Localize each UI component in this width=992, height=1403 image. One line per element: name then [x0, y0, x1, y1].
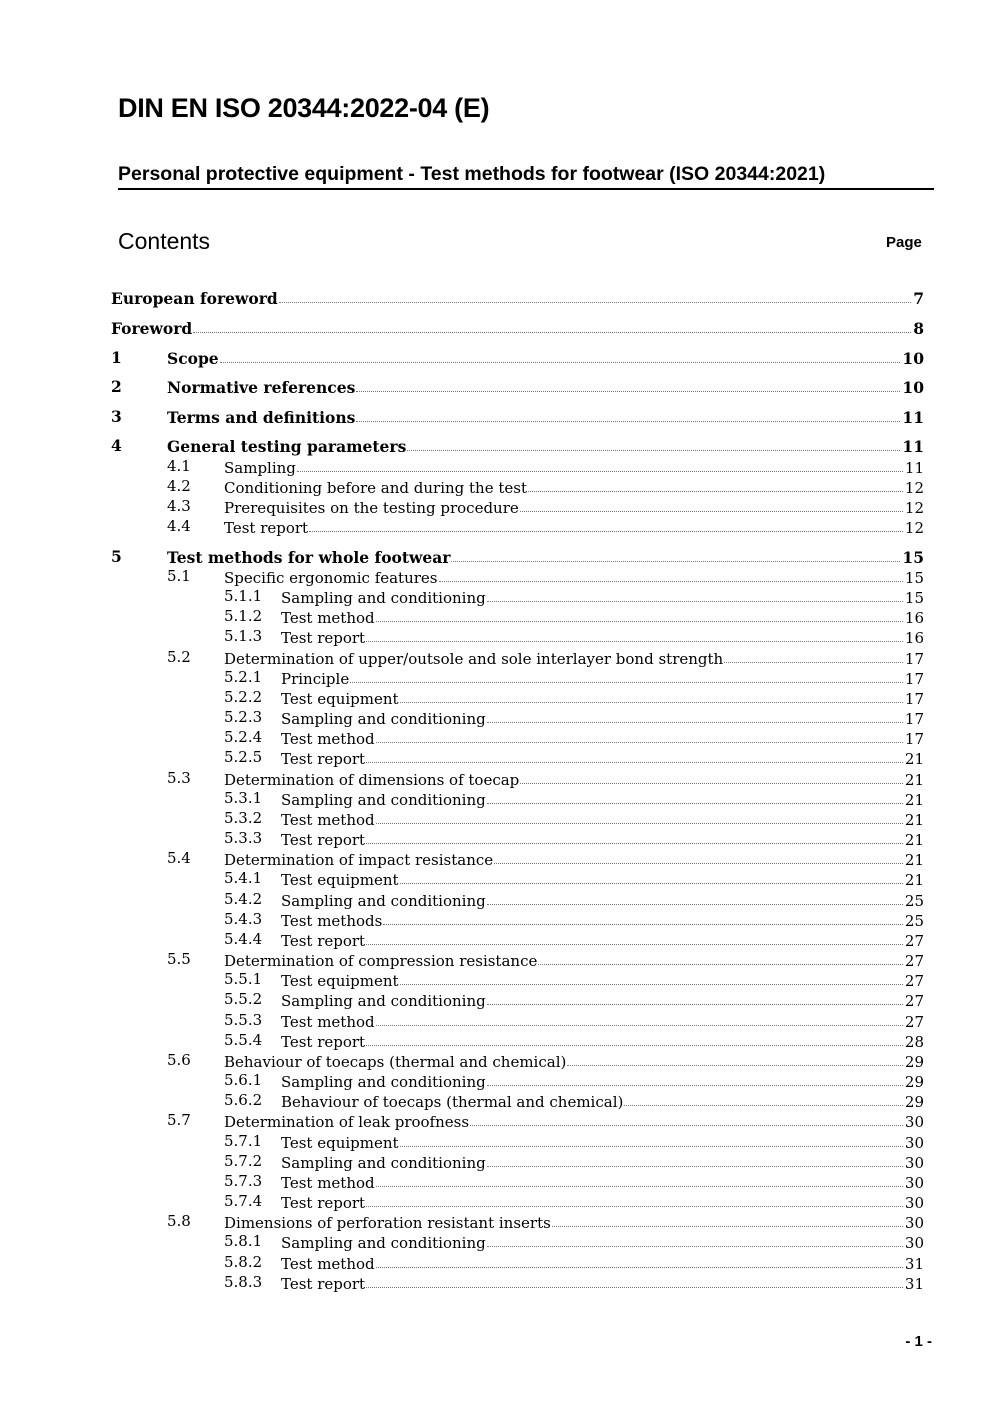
toc-entry[interactable] — [224, 990, 924, 1010]
toc-leader-dots — [376, 621, 903, 622]
toc-leader-dots — [193, 332, 911, 333]
toc-entry-title: Specific ergonomic features — [224, 569, 438, 587]
toc-entry-number: 5.3.3 — [224, 829, 263, 847]
toc-entry[interactable] — [224, 1273, 924, 1293]
toc-entry-page: 15 — [902, 548, 924, 567]
toc-entry-page: 8 — [913, 319, 924, 338]
toc-entry-number: 5.7.3 — [224, 1172, 263, 1190]
toc-entry-title: Test method — [281, 609, 375, 627]
toc-entry-page: 28 — [904, 1033, 924, 1051]
toc-entry-number: 5.3.2 — [224, 809, 263, 827]
toc-leader-dots — [376, 823, 903, 824]
toc-leader-dots — [309, 531, 903, 532]
toc-leader-dots — [297, 471, 903, 472]
toc-entry-title: Test report — [281, 831, 366, 849]
toc-entry-number: 1 — [111, 348, 122, 367]
toc-entry[interactable] — [111, 436, 924, 456]
toc-entry-number: 2 — [111, 377, 122, 396]
toc-entry-number: 5.7 — [167, 1111, 191, 1129]
toc-entry-page: 17 — [904, 690, 924, 708]
toc-leader-dots — [451, 561, 900, 562]
toc-leader-dots — [366, 944, 903, 945]
toc-entry[interactable] — [224, 970, 924, 990]
toc-entry-number: 5.5 — [167, 950, 191, 968]
toc-entry[interactable] — [167, 648, 924, 668]
toc-entry[interactable] — [167, 567, 924, 587]
document-id: DIN EN ISO 20344:2022-04 (E) — [118, 93, 490, 123]
toc-entry[interactable] — [167, 1212, 924, 1232]
toc-entry-title: Sampling and conditioning — [281, 710, 486, 728]
toc-entry-title: Test report — [281, 932, 366, 950]
toc-entry-title: Behaviour of toecaps (thermal and chemical) — [224, 1053, 567, 1071]
toc-entry-page: 25 — [904, 892, 924, 910]
toc-entry-number: 4 — [111, 436, 122, 455]
toc-entry-number: 5.2.4 — [224, 728, 263, 746]
toc-entry[interactable] — [224, 587, 924, 607]
toc-entry-title: Test report — [281, 1194, 366, 1212]
toc-entry[interactable] — [111, 407, 924, 427]
toc-entry-number: 5.6.1 — [224, 1071, 263, 1089]
toc-entry-number: 5.2.1 — [224, 668, 263, 686]
toc-entry-page: 30 — [904, 1113, 924, 1131]
toc-entry-title: Sampling and conditioning — [281, 892, 486, 910]
toc-entry-number: 5.7.4 — [224, 1192, 263, 1210]
toc-leader-dots — [538, 964, 903, 965]
toc-entry[interactable] — [224, 688, 924, 708]
toc-entry-number: 5 — [111, 547, 122, 566]
toc-leader-dots — [487, 722, 903, 723]
toc-entry[interactable] — [224, 1152, 924, 1172]
toc-leader-dots — [487, 601, 903, 602]
toc-entry-title: Test report — [281, 629, 366, 647]
toc-entry-number: 5.2.3 — [224, 708, 263, 726]
toc-leader-dots — [487, 1166, 903, 1167]
toc-entry-number: 5.2.5 — [224, 748, 263, 766]
toc-entry-number: 5.4.3 — [224, 910, 263, 928]
toc-entry-page: 17 — [904, 710, 924, 728]
toc-entry-page: 16 — [904, 629, 924, 647]
toc-entry-page: 12 — [904, 499, 924, 517]
toc-leader-dots — [366, 1206, 903, 1207]
toc-leader-dots — [407, 450, 900, 451]
toc-entry-number: 5.8.1 — [224, 1232, 263, 1250]
toc-entry-title: Sampling and conditioning — [281, 992, 486, 1010]
toc-leader-dots — [366, 1045, 903, 1046]
toc-leader-dots — [279, 302, 911, 303]
toc-entry[interactable] — [224, 627, 924, 647]
contents-heading: Contents — [118, 228, 211, 254]
toc-entry-title: Determination of compression resistance — [224, 952, 538, 970]
toc-entry-number: 5.2 — [167, 648, 191, 666]
toc-entry[interactable] — [167, 950, 924, 970]
toc-leader-dots — [487, 803, 903, 804]
toc-entry-page: 27 — [904, 1013, 924, 1031]
toc-entry[interactable] — [167, 1111, 924, 1131]
toc-entry-title: Sampling and conditioning — [281, 1154, 486, 1172]
toc-entry-page: 29 — [904, 1053, 924, 1071]
toc-entry-title: General testing parameters — [167, 437, 407, 456]
toc-entry-number: 3 — [111, 407, 122, 426]
toc-entry-number: 5.6.2 — [224, 1091, 263, 1109]
toc-entry-number: 5.1.2 — [224, 607, 263, 625]
toc-leader-dots — [567, 1065, 903, 1066]
toc-entry-number: 5.5.4 — [224, 1031, 263, 1049]
toc-entry-number: 5.1.1 — [224, 587, 263, 605]
toc-entry-title: Principle — [281, 670, 350, 688]
toc-leader-dots — [520, 511, 903, 512]
toc-entry-title: Test method — [281, 811, 375, 829]
toc-entry-page: 10 — [902, 378, 924, 397]
toc-entry[interactable] — [111, 348, 924, 368]
toc-leader-dots — [376, 742, 903, 743]
toc-leader-dots — [400, 883, 903, 884]
toc-leader-dots — [366, 1287, 903, 1288]
toc-entry-title: Determination of upper/outsole and sole interlayer bond strength — [224, 650, 724, 668]
toc-entry-title: Scope — [167, 349, 219, 368]
toc-entry[interactable] — [167, 497, 924, 517]
toc-entry-title: Behaviour of toecaps (thermal and chemical) — [281, 1093, 624, 1111]
toc-entry[interactable] — [111, 547, 924, 567]
toc-entry-title: Test equipment — [281, 871, 399, 889]
toc-entry-page: 27 — [904, 952, 924, 970]
toc-entry[interactable] — [224, 668, 924, 688]
toc-entry-page: 12 — [904, 519, 924, 537]
toc-entry-title: Prerequisites on the testing procedure — [224, 499, 519, 517]
toc-entry-page: 17 — [904, 670, 924, 688]
toc-entry-title: Normative references — [167, 378, 356, 397]
toc-entry[interactable] — [224, 1011, 924, 1031]
toc-entry-number: 5.3.1 — [224, 789, 263, 807]
toc-entry[interactable] — [224, 1031, 924, 1051]
toc-entry-number: 5.4.1 — [224, 869, 263, 887]
toc-entry-page: 11 — [902, 437, 924, 456]
toc-entry-title: Test report — [281, 1275, 366, 1293]
toc-entry[interactable] — [224, 1071, 924, 1091]
toc-leader-dots — [520, 783, 903, 784]
toc-entry-page: 31 — [904, 1275, 924, 1293]
toc-leader-dots — [552, 1226, 903, 1227]
toc-entry-page: 11 — [904, 459, 924, 477]
toc-entry-title: Test equipment — [281, 690, 399, 708]
toc-entry[interactable] — [224, 910, 924, 930]
toc-entry-page: 11 — [902, 408, 924, 427]
toc-leader-dots — [383, 924, 903, 925]
toc-entry[interactable] — [167, 457, 924, 477]
toc-entry[interactable] — [224, 1172, 924, 1192]
toc-leader-dots — [400, 984, 903, 985]
toc-entry-title: Test method — [281, 1255, 375, 1273]
toc-entry-number: 5.8.3 — [224, 1273, 263, 1291]
toc-entry-page: 30 — [904, 1194, 924, 1212]
toc-leader-dots — [470, 1125, 903, 1126]
toc-entry-number: 5.5.2 — [224, 990, 263, 1008]
page-number: - 1 - — [905, 1333, 932, 1350]
toc-entry-title: Test methods for whole footwear — [167, 548, 451, 567]
toc-leader-dots — [487, 1004, 903, 1005]
toc-leader-dots — [366, 762, 903, 763]
toc-entry[interactable] — [224, 930, 924, 950]
toc-entry-number: 5.8.2 — [224, 1253, 263, 1271]
toc-entry-title: Foreword — [111, 319, 193, 338]
toc-entry-title: Sampling and conditioning — [281, 1073, 486, 1091]
toc-entry-page: 21 — [904, 871, 924, 889]
toc-leader-dots — [366, 641, 903, 642]
toc-entry[interactable] — [224, 789, 924, 809]
toc-entry-page: 15 — [904, 589, 924, 607]
toc-entry-page: 27 — [904, 992, 924, 1010]
toc-leader-dots — [220, 362, 901, 363]
toc-leader-dots — [376, 1186, 903, 1187]
toc-leader-dots — [356, 391, 900, 392]
toc-entry-page: 27 — [904, 972, 924, 990]
toc-entry-number: 5.7.2 — [224, 1152, 263, 1170]
toc-entry-page: 30 — [904, 1174, 924, 1192]
toc-entry-title: Test equipment — [281, 972, 399, 990]
toc-leader-dots — [376, 1267, 903, 1268]
toc-entry[interactable] — [224, 890, 924, 910]
toc-entry-page: 21 — [904, 750, 924, 768]
toc-entry[interactable] — [224, 1132, 924, 1152]
toc-entry-number: 5.3 — [167, 769, 191, 787]
toc-entry-number: 5.7.1 — [224, 1132, 263, 1150]
toc-entry[interactable] — [167, 477, 924, 497]
toc-entry-number: 5.6 — [167, 1051, 191, 1069]
toc-leader-dots — [724, 662, 903, 663]
toc-entry-title: Test equipment — [281, 1134, 399, 1152]
toc-entry-page: 27 — [904, 932, 924, 950]
toc-leader-dots — [528, 491, 903, 492]
toc-leader-dots — [487, 1246, 903, 1247]
toc-leader-dots — [400, 1146, 903, 1147]
toc-entry-page: 15 — [904, 569, 924, 587]
toc-entry-number: 5.8 — [167, 1212, 191, 1230]
toc-entry-title: Sampling and conditioning — [281, 1234, 486, 1252]
toc-entry-number: 4.1 — [167, 457, 191, 475]
toc-entry-title: Test method — [281, 1013, 375, 1031]
toc-leader-dots — [494, 863, 903, 864]
toc-entry-title: Dimensions of perforation resistant inserts — [224, 1214, 551, 1232]
toc-entry-title: Test report — [281, 1033, 366, 1051]
toc-entry[interactable] — [111, 377, 924, 397]
toc-entry-title: Test method — [281, 730, 375, 748]
document-subtitle: Personal protective equipment - Test methods for footwear (ISO 20344:2021) — [118, 163, 934, 190]
toc-entry-number: 4.4 — [167, 517, 191, 535]
toc-entry-number: 5.1.3 — [224, 627, 263, 645]
toc-entry[interactable] — [167, 849, 924, 869]
toc-entry-title: Determination of dimensions of toecap — [224, 771, 520, 789]
toc-entry-page: 12 — [904, 479, 924, 497]
toc-entry-title: Conditioning before and during the test — [224, 479, 527, 497]
toc-entry[interactable] — [111, 288, 924, 308]
toc-entry-page: 31 — [904, 1255, 924, 1273]
toc-entry-number: 5.4.2 — [224, 890, 263, 908]
toc-entry-number: 4.3 — [167, 497, 191, 515]
toc-entry-page: 30 — [904, 1214, 924, 1232]
toc-entry-number: 5.5.1 — [224, 970, 263, 988]
toc-leader-dots — [376, 1025, 903, 1026]
toc-entry-page: 21 — [904, 851, 924, 869]
toc-entry-page: 29 — [904, 1073, 924, 1091]
toc-entry[interactable] — [224, 1253, 924, 1273]
toc-entry-page: 16 — [904, 609, 924, 627]
toc-entry-page: 30 — [904, 1234, 924, 1252]
toc-entry[interactable] — [167, 517, 924, 537]
toc-leader-dots — [366, 843, 903, 844]
toc-entry-page: 29 — [904, 1093, 924, 1111]
toc-leader-dots — [487, 1085, 903, 1086]
toc-entry[interactable] — [224, 748, 924, 768]
toc-entry-title: Test methods — [281, 912, 383, 930]
toc-entry-page: 17 — [904, 650, 924, 668]
toc-entry[interactable] — [224, 829, 924, 849]
toc-entry-title: Sampling — [224, 459, 296, 477]
toc-entry-page: 7 — [913, 289, 924, 308]
toc-entry[interactable] — [224, 1091, 924, 1111]
toc-entry-title: European foreword — [111, 289, 278, 308]
toc-leader-dots — [439, 581, 903, 582]
toc-entry-number: 5.4 — [167, 849, 191, 867]
toc-entry-page: 30 — [904, 1154, 924, 1172]
toc-entry-title: Sampling and conditioning — [281, 589, 486, 607]
toc-entry[interactable] — [167, 1051, 924, 1071]
toc-entry[interactable] — [224, 1192, 924, 1212]
toc-entry[interactable] — [224, 1232, 924, 1252]
toc-entry-title: Determination of leak proofness — [224, 1113, 470, 1131]
page-column-label: Page — [886, 234, 922, 251]
toc-entry-page: 21 — [904, 771, 924, 789]
toc-leader-dots — [400, 702, 903, 703]
toc-entry[interactable] — [111, 318, 924, 338]
toc-entry[interactable] — [224, 809, 924, 829]
toc-entry-page: 21 — [904, 831, 924, 849]
toc-entry-number: 4.2 — [167, 477, 191, 495]
toc-entry-title: Terms and definitions — [167, 408, 356, 427]
toc-entry-title: Determination of impact resistance — [224, 851, 494, 869]
toc-leader-dots — [356, 421, 900, 422]
toc-leader-dots — [624, 1105, 903, 1106]
toc-entry[interactable] — [167, 769, 924, 789]
toc-entry-title: Test method — [281, 1174, 375, 1192]
toc-entry-number: 5.1 — [167, 567, 191, 585]
toc-entry-title: Test report — [224, 519, 309, 537]
toc-entry-page: 17 — [904, 730, 924, 748]
toc-entry-title: Sampling and conditioning — [281, 791, 486, 809]
toc-entry-page: 30 — [904, 1134, 924, 1152]
toc-leader-dots — [487, 904, 903, 905]
toc-entry-number: 5.4.4 — [224, 930, 263, 948]
toc-entry-page: 25 — [904, 912, 924, 930]
toc-entry-page: 21 — [904, 791, 924, 809]
toc-entry-page: 21 — [904, 811, 924, 829]
toc-entry[interactable] — [224, 728, 924, 748]
toc-entry-title: Test report — [281, 750, 366, 768]
toc-entry[interactable] — [224, 607, 924, 627]
toc-entry[interactable] — [224, 708, 924, 728]
toc-entry-number: 5.2.2 — [224, 688, 263, 706]
toc-entry-number: 5.5.3 — [224, 1011, 263, 1029]
toc-leader-dots — [350, 682, 903, 683]
toc-entry[interactable] — [224, 869, 924, 889]
toc-entry-page: 10 — [902, 349, 924, 368]
